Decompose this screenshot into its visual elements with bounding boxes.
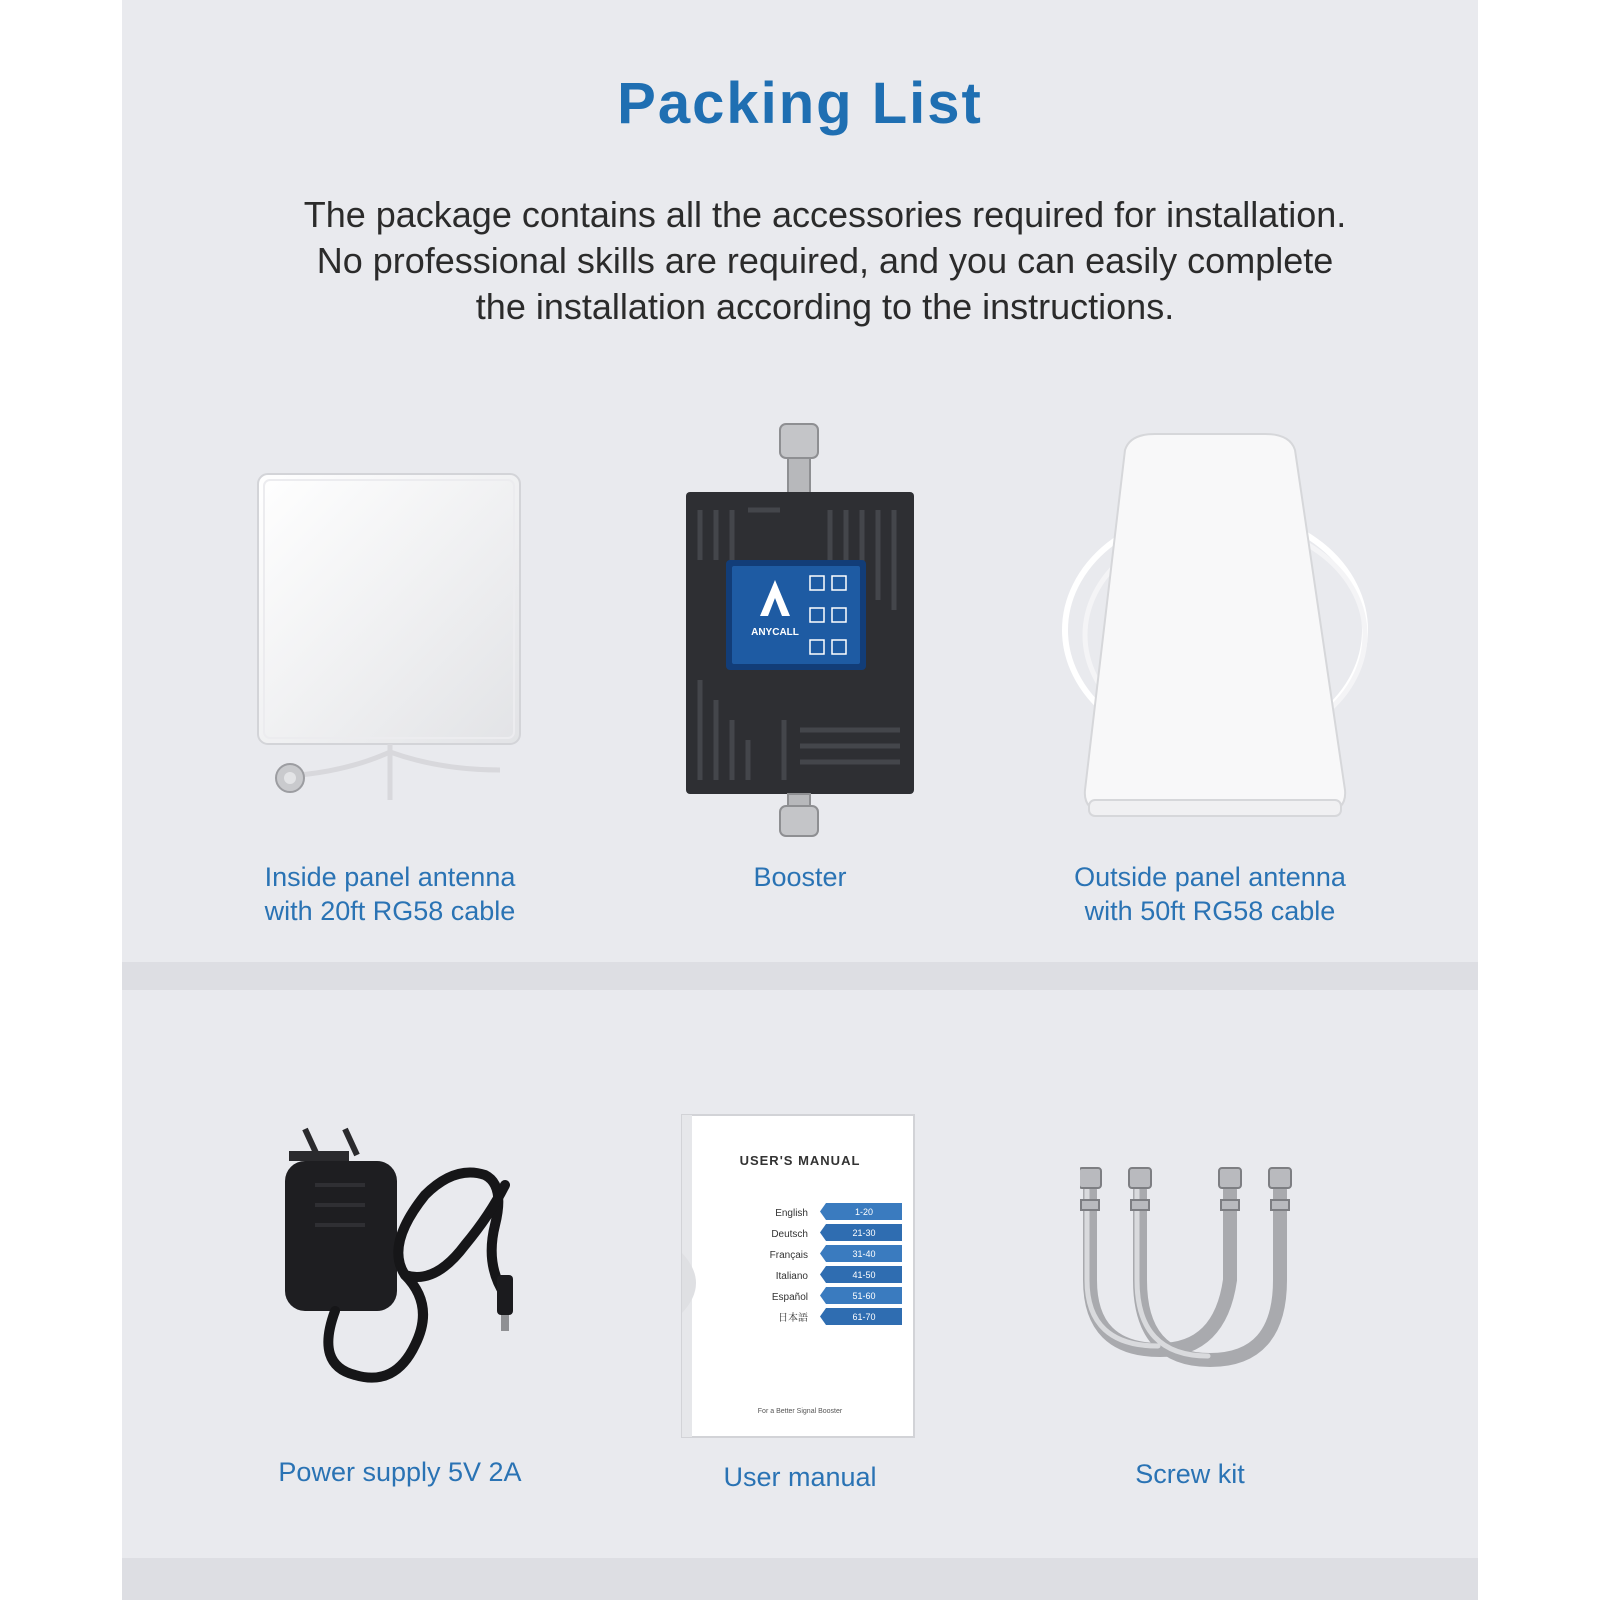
user-manual-icon bbox=[680, 1113, 920, 1443]
footer-band bbox=[122, 1558, 1478, 1600]
manual-language-pages: 61-70 bbox=[852, 1312, 876, 1322]
manual-language-name: Français bbox=[769, 1250, 808, 1261]
manual-language-name: English bbox=[775, 1208, 808, 1219]
divider-band bbox=[122, 962, 1478, 990]
item-label-screw-kit: Screw kit bbox=[1135, 1459, 1245, 1489]
manual-language-pages: 1-20 bbox=[854, 1207, 874, 1217]
manual-language-name: Español bbox=[771, 1292, 808, 1303]
screw-kit-icon bbox=[1080, 1160, 1310, 1380]
manual-language-pages: 31-40 bbox=[852, 1249, 876, 1259]
outside-panel-antenna-icon bbox=[1055, 430, 1375, 850]
manual-title: USER'S MANUAL bbox=[739, 1153, 861, 1168]
item-label-power-supply: Power supply 5V 2A bbox=[278, 1457, 522, 1487]
power-supply-icon bbox=[275, 1125, 535, 1395]
booster-brand: ANYCALL bbox=[751, 627, 799, 638]
page-title: Packing List bbox=[617, 71, 983, 136]
booster-icon bbox=[680, 420, 920, 840]
item-label-booster: Booster bbox=[753, 862, 847, 892]
manual-language-pages: 51-60 bbox=[852, 1291, 876, 1301]
inside-panel-antenna-icon bbox=[240, 470, 540, 810]
manual-language-name: Italiano bbox=[775, 1271, 808, 1282]
manual-language-pages: 21-30 bbox=[852, 1228, 876, 1238]
manual-footer: For a Better Signal Booster bbox=[757, 1408, 843, 1415]
page-description: The package contains all the accessories required for installation. No professional skills are required, and you can easily complete the installation according to the instructions. bbox=[303, 194, 1347, 327]
item-label-inside-antenna: Inside panel antenna with 20ft RG58 cable bbox=[264, 862, 516, 926]
item-label-user-manual: User manual bbox=[723, 1462, 877, 1492]
manual-language-pages: 41-50 bbox=[852, 1270, 876, 1280]
manual-language-name: 日本語 bbox=[778, 1313, 808, 1324]
manual-language-name: Deutsch bbox=[771, 1229, 808, 1240]
item-label-outside-antenna: Outside panel antenna with 50ft RG58 cable bbox=[1074, 862, 1346, 926]
